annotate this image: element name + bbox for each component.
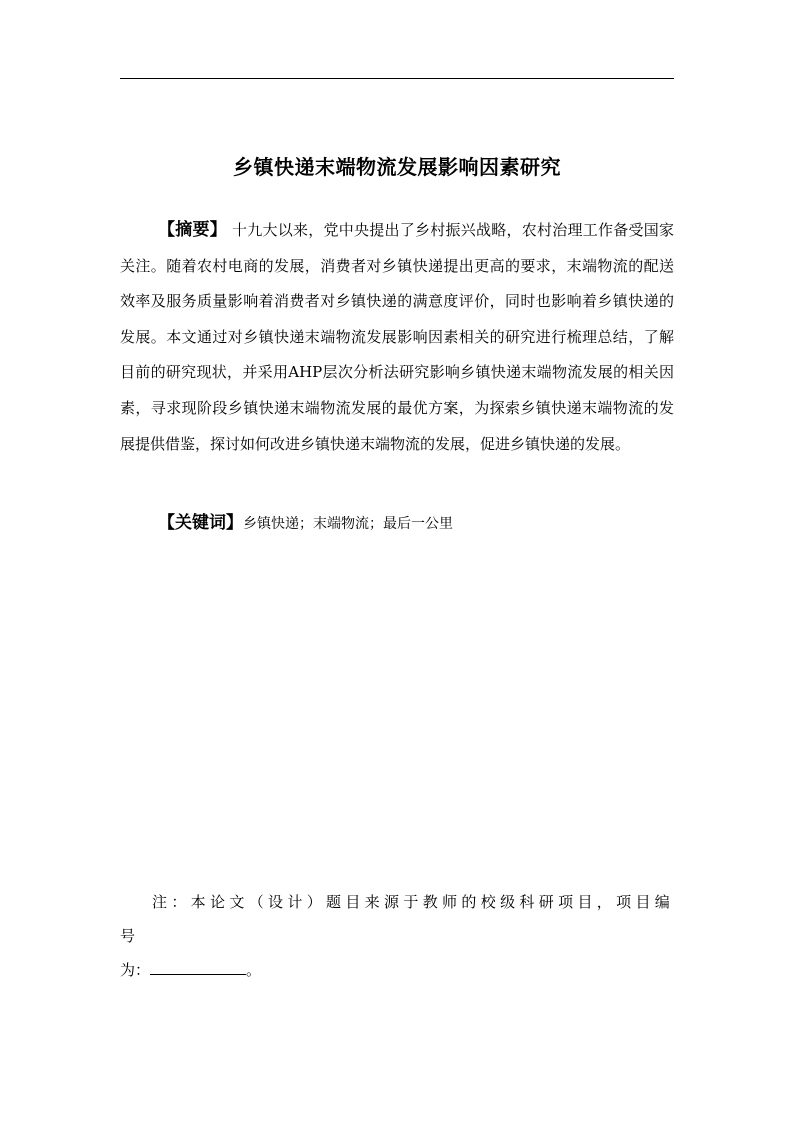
note-line1: 注：本论文（设计）题目来源于教师的校级科研项目，项目编号	[120, 893, 674, 945]
header-rule	[120, 78, 674, 79]
note-line2-suffix: 。	[246, 961, 262, 979]
keywords-paragraph	[158, 508, 674, 539]
abstract-text: 十九大以来，党中央提出了乡村振兴战略，农村治理工作备受国家关注。随着农村电商的发展，消费者对乡镇快递提出更高的要求，末端物流的配送效率及服务质量影响着消费者对乡镇快递的满意度评价，同时也影响着乡镇快递的发展。本文通过对乡镇快递末端物流发展影响因素相关的研究进行梳理总结，了解目前的研究现状，并采用AHP层次分析法研究影响乡镇快递末端物流发展的相关因素，寻求现阶段乡镇快递末端物流发展的最优方案，为探索乡镇快递末端物流的发展提供借鉴，探讨如何改进乡镇快递末端物流的发展，促进乡镇快递的发展。	[120, 221, 674, 453]
abstract-paragraph	[120, 213, 674, 462]
source-note	[120, 885, 674, 987]
paper-title: 乡镇快递末端物流发展影响因素研究	[233, 155, 561, 179]
abstract-label: 【摘要】	[158, 220, 227, 240]
keywords-label: 【关键词】	[158, 513, 243, 533]
project-number-blank[interactable]	[150, 960, 246, 975]
note-line2	[120, 953, 674, 987]
note-line2-prefix: 为：	[120, 961, 151, 979]
keywords-text: 乡镇快递；末端物流；最后一公里	[243, 516, 453, 532]
